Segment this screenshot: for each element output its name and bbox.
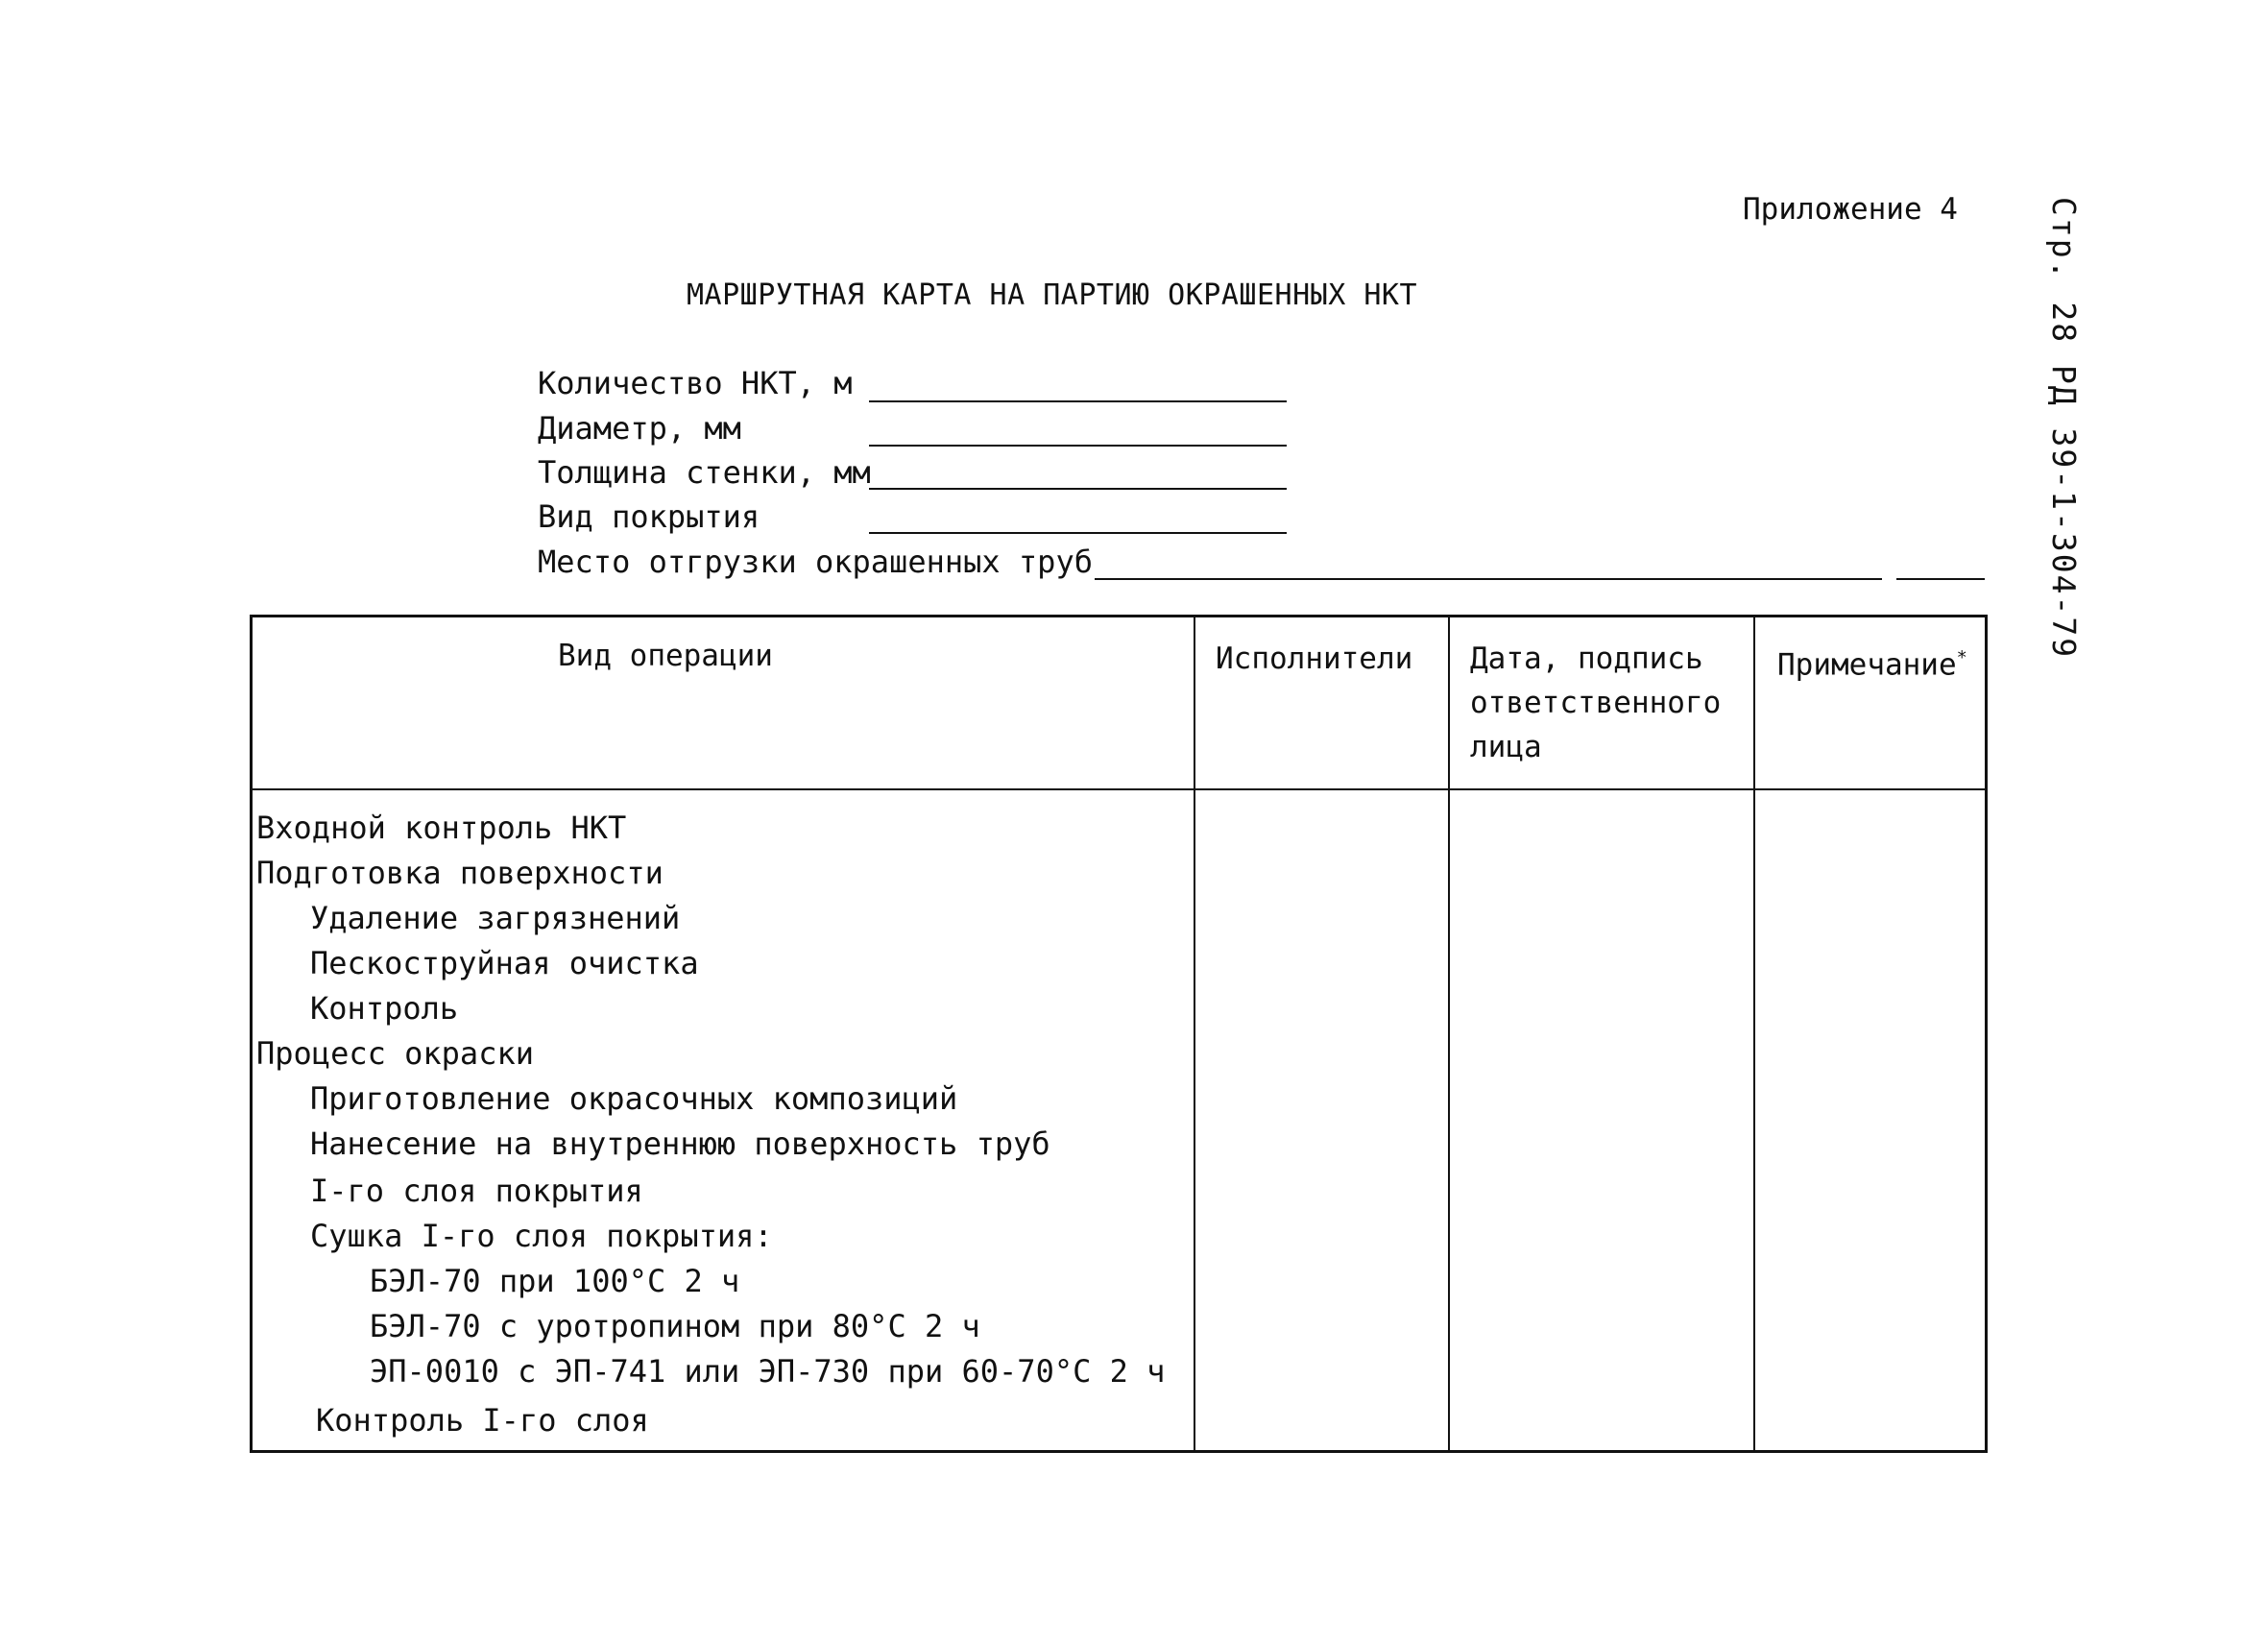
operation-row: Контроль I-го слоя (316, 1402, 649, 1439)
column-divider (1194, 617, 1195, 1450)
header-note-label: Примечание (1777, 647, 1957, 683)
field-line-shipping-place[interactable] (1095, 578, 1882, 580)
operation-row: ЭП-0010 с ЭП-741 или ЭП-730 при 60-70°C 2 ч (370, 1353, 1166, 1390)
header-note-mark: * (1956, 648, 1967, 668)
operation-row: Подготовка поверхности (256, 855, 664, 891)
field-line-diameter[interactable] (869, 445, 1287, 447)
header-date-sign-line3: лица (1470, 730, 1542, 764)
operation-row: I-го слоя покрытия (310, 1173, 643, 1209)
operation-row: БЭЛ-70 с уротропином при 80°C 2 ч (370, 1308, 980, 1344)
header-note (1777, 637, 1967, 687)
header-date-sign-line2: ответственного (1470, 686, 1722, 720)
document-title: МАРШРУТНАЯ КАРТА НА ПАРТИЮ ОКРАШЕННЫХ НКТ (687, 278, 1418, 312)
route-card-table (250, 615, 1988, 1453)
operation-row: Нанесение на внутреннюю поверхность труб (310, 1125, 1050, 1162)
operation-row: БЭЛ-70 при 100°C 2 ч (370, 1263, 740, 1299)
header-operation: Вид операции (558, 639, 773, 673)
field-label-coating-type: Вид покрытия (538, 498, 760, 535)
field-line-quantity[interactable] (869, 400, 1287, 402)
operation-row: Пескоструйная очистка (310, 945, 699, 981)
operation-row: Контроль (310, 990, 459, 1027)
operation-row: Приготовление окрасочных композиций (310, 1080, 958, 1117)
operation-row: Входной контроль НКТ (256, 810, 627, 846)
header-performers: Исполнители (1216, 641, 1413, 676)
operation-row: Удаление загрязнений (310, 900, 681, 936)
column-divider (1448, 617, 1450, 1450)
field-label-shipping-place: Место отгрузки окрашенных труб (538, 544, 1093, 580)
column-divider (1753, 617, 1755, 1450)
header-date-sign-line1: Дата, подпись (1470, 641, 1703, 676)
appendix-label: Приложение 4 (1743, 192, 1958, 227)
field-label-diameter: Диаметр, мм (538, 410, 741, 447)
operation-row: Сушка I-го слоя покрытия: (310, 1218, 773, 1254)
field-label-wall-thickness: Толщина стенки, мм (538, 454, 871, 491)
page-reference: Стр. 28 РД 39-1-304-79 (2045, 197, 2083, 660)
header-date-sign (1470, 637, 1721, 769)
header-divider (253, 788, 1985, 790)
field-line-coating-type[interactable] (869, 532, 1287, 534)
field-line-wall-thickness[interactable] (869, 488, 1287, 490)
field-label-quantity: Количество НКТ, м (538, 365, 853, 401)
operation-row: Процесс окраски (256, 1035, 534, 1072)
field-line-shipping-place-end (1896, 578, 1985, 580)
